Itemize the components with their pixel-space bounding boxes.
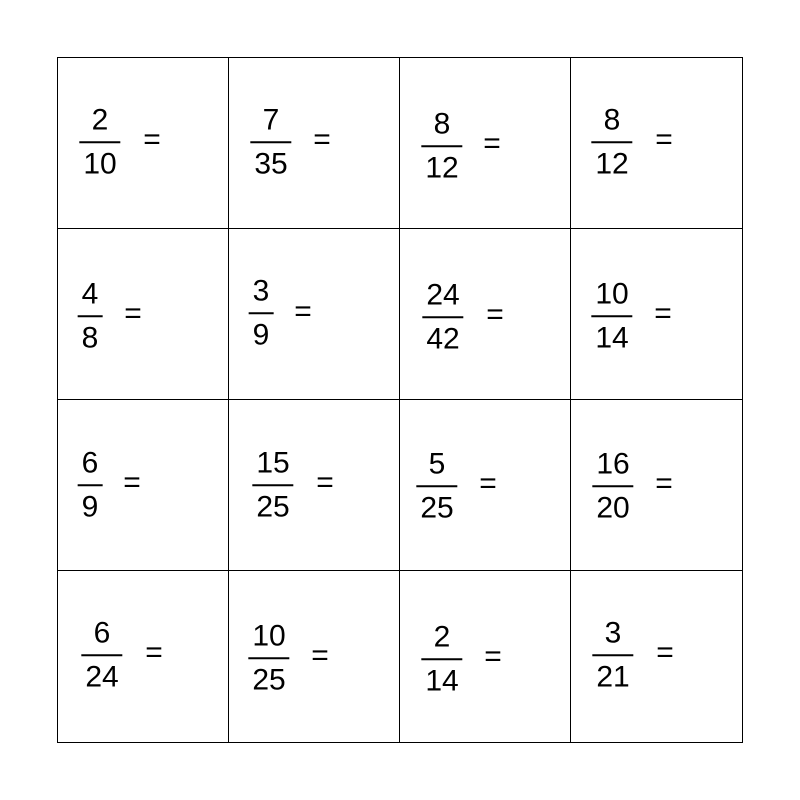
fraction — [78, 276, 103, 356]
fraction-bar — [421, 658, 462, 660]
fraction-bar — [416, 485, 457, 487]
numerator: 6 — [93, 616, 111, 650]
fraction-cell — [229, 571, 400, 742]
fraction — [422, 277, 463, 357]
fraction-cell — [571, 400, 742, 571]
fraction-cell — [400, 58, 571, 229]
denominator: 14 — [595, 320, 629, 354]
fraction-cell — [229, 400, 400, 571]
fraction — [79, 102, 120, 182]
denominator: 20 — [596, 490, 630, 524]
fraction-cell — [58, 58, 229, 229]
equals-sign: = — [311, 639, 329, 672]
numerator: 3 — [252, 274, 270, 308]
equals-sign: = — [655, 123, 673, 156]
fraction — [81, 615, 122, 695]
equals-sign: = — [124, 297, 142, 330]
fraction — [250, 102, 291, 182]
fraction-bar — [79, 141, 120, 143]
numerator: 16 — [596, 447, 630, 481]
denominator: 21 — [596, 659, 630, 693]
numerator: 10 — [252, 619, 286, 653]
equals-sign: = — [654, 297, 672, 330]
denominator: 9 — [81, 489, 99, 523]
fraction-cell — [400, 229, 571, 400]
fraction — [592, 446, 633, 526]
numerator: 5 — [428, 447, 446, 481]
equals-sign: = — [486, 298, 504, 331]
numerator: 2 — [433, 620, 451, 654]
denominator: 8 — [81, 320, 99, 354]
equals-sign: = — [483, 127, 501, 160]
fraction-bar — [78, 315, 103, 317]
fraction-bar — [78, 484, 103, 486]
fraction-cell — [58, 400, 229, 571]
denominator: 24 — [85, 659, 119, 693]
denominator: 10 — [83, 146, 117, 180]
equals-sign: = — [655, 467, 673, 500]
fraction — [421, 619, 462, 699]
numerator: 8 — [433, 107, 451, 141]
fraction-grid — [57, 57, 743, 743]
fraction — [249, 273, 274, 353]
fraction — [592, 615, 633, 695]
numerator: 6 — [81, 446, 99, 480]
fraction-bar — [249, 312, 274, 314]
equals-sign: = — [484, 640, 502, 673]
equals-sign: = — [479, 467, 497, 500]
denominator: 25 — [420, 490, 454, 524]
numerator: 8 — [603, 103, 621, 137]
numerator: 4 — [81, 277, 99, 311]
equals-sign: = — [313, 123, 331, 156]
numerator: 15 — [256, 446, 290, 480]
fraction-cell — [58, 229, 229, 400]
fraction — [252, 445, 293, 525]
equals-sign: = — [316, 466, 334, 499]
fraction-cell — [400, 571, 571, 742]
numerator: 24 — [426, 278, 460, 312]
fraction-bar — [81, 654, 122, 656]
fraction-bar — [592, 654, 633, 656]
numerator: 10 — [595, 277, 629, 311]
numerator: 3 — [604, 616, 622, 650]
fraction-bar — [250, 141, 291, 143]
equals-sign: = — [123, 466, 141, 499]
equals-sign: = — [656, 636, 674, 669]
fraction-bar — [252, 484, 293, 486]
numerator: 2 — [91, 103, 109, 137]
fraction — [421, 106, 462, 186]
fraction-cell — [229, 58, 400, 229]
fraction — [248, 618, 289, 698]
equals-sign: = — [294, 295, 312, 328]
fraction — [591, 276, 632, 356]
numerator: 7 — [262, 103, 280, 137]
fraction-bar — [592, 485, 633, 487]
equals-sign: = — [145, 636, 163, 669]
fraction-bar — [248, 657, 289, 659]
fraction-cell — [571, 571, 742, 742]
fraction — [416, 446, 457, 526]
fraction-cell — [571, 229, 742, 400]
fraction-bar — [591, 315, 632, 317]
fraction-bar — [422, 316, 463, 318]
denominator: 42 — [426, 321, 460, 355]
denominator: 9 — [252, 317, 270, 351]
denominator: 12 — [425, 150, 459, 184]
denominator: 25 — [252, 662, 286, 696]
fraction — [591, 102, 632, 182]
fraction-bar — [591, 141, 632, 143]
fraction-bar — [421, 145, 462, 147]
fraction-cell — [571, 58, 742, 229]
fraction-cell — [229, 229, 400, 400]
denominator: 35 — [254, 146, 288, 180]
denominator: 14 — [425, 663, 459, 697]
denominator: 12 — [595, 146, 629, 180]
fraction-cell — [58, 571, 229, 742]
equals-sign: = — [143, 123, 161, 156]
fraction — [78, 445, 103, 525]
denominator: 25 — [256, 489, 290, 523]
fraction-cell — [400, 400, 571, 571]
